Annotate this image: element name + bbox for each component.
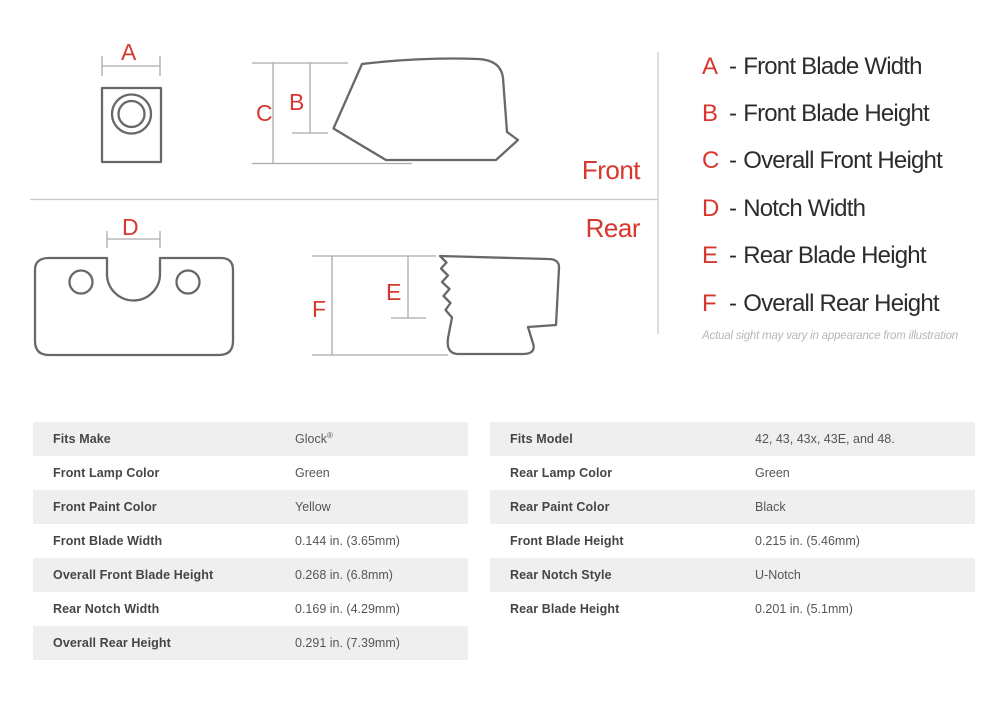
spec-row — [33, 456, 468, 490]
spec-value: 42, 43, 43x, 43E, and 48. — [755, 432, 895, 446]
spec-row — [490, 490, 975, 524]
spec-row — [33, 558, 468, 592]
legend-dash: - — [729, 147, 737, 175]
dim-letter-f: F — [312, 296, 326, 322]
legend-dash: - — [729, 100, 737, 128]
legend-row — [702, 233, 972, 280]
spec-table-left — [33, 422, 468, 660]
spec-row — [33, 626, 468, 660]
spec-row — [33, 490, 468, 524]
legend-letter: C — [702, 147, 719, 175]
front-sight-front-view — [102, 56, 161, 162]
spec-row — [490, 456, 975, 490]
dimension-legend — [702, 43, 972, 327]
spec-label: Fits Make — [53, 432, 111, 446]
spec-row — [490, 422, 975, 456]
legend-row — [702, 280, 972, 327]
legend-dash: - — [729, 289, 737, 317]
legend-row — [702, 43, 972, 90]
spec-label: Overall Front Blade Height — [53, 568, 214, 582]
spec-row — [490, 558, 975, 592]
spec-value: 0.291 in. (7.39mm) — [295, 636, 400, 650]
legend-label: Front Blade Height — [743, 100, 929, 128]
legend-dash: - — [729, 194, 737, 222]
front-section-label: Front — [581, 155, 640, 185]
legend-letter: A — [702, 52, 718, 80]
spec-label: Overall Rear Height — [53, 636, 171, 650]
spec-value: 0.268 in. (6.8mm) — [295, 568, 393, 582]
spec-row — [33, 592, 468, 626]
spec-row — [490, 592, 975, 626]
dim-letter-d: D — [122, 214, 139, 240]
dim-letter-b: B — [289, 89, 304, 115]
spec-label: Front Paint Color — [53, 500, 157, 514]
spec-value: U-Notch — [755, 568, 801, 582]
legend-dash: - — [729, 242, 737, 270]
spec-label: Fits Model — [510, 432, 573, 446]
legend-row — [702, 138, 972, 185]
spec-value: 0.215 in. (5.46mm) — [755, 534, 860, 548]
spec-label: Rear Lamp Color — [510, 466, 613, 480]
spec-label: Rear Notch Width — [53, 602, 160, 616]
spec-table-right — [490, 422, 975, 626]
dim-letter-c: C — [256, 100, 273, 126]
legend-dash: - — [729, 52, 737, 80]
legend-label: Front Blade Width — [743, 52, 922, 80]
legend-row — [702, 90, 972, 137]
spec-row — [490, 524, 975, 558]
spec-row — [33, 524, 468, 558]
spec-label: Rear Paint Color — [510, 500, 610, 514]
legend-row — [702, 185, 972, 232]
rear-sight-rear-view — [35, 231, 233, 355]
rear-section-label: Rear — [585, 213, 640, 243]
registered-mark: ® — [326, 431, 333, 441]
legend-letter: B — [702, 100, 718, 128]
rear-sight-profile-view — [312, 256, 559, 355]
spec-value: 0.144 in. (3.65mm) — [295, 534, 400, 548]
spec-value: 0.201 in. (5.1mm) — [755, 602, 853, 616]
spec-row — [33, 422, 468, 456]
spec-label: Rear Notch Style — [510, 568, 612, 582]
disclaimer-text: Actual sight may vary in appearance from illustration — [702, 330, 958, 342]
legend-label: Overall Rear Height — [743, 289, 939, 317]
legend-label: Rear Blade Height — [743, 242, 926, 270]
legend-label: Notch Width — [743, 194, 866, 222]
dim-letter-e: E — [386, 279, 401, 305]
legend-label: Overall Front Height — [743, 147, 942, 175]
dim-letter-a: A — [121, 39, 136, 65]
spec-label: Front Lamp Color — [53, 466, 160, 480]
dimension-ef-lines — [312, 256, 448, 355]
legend-letter: E — [702, 242, 718, 270]
spec-label: Front Blade Width — [53, 534, 163, 548]
spec-value: Glock® — [295, 431, 333, 447]
legend-letter: F — [702, 289, 716, 317]
spec-value: 0.169 in. (4.29mm) — [295, 602, 400, 616]
spec-label: Front Blade Height — [510, 534, 624, 548]
legend-letter: D — [702, 194, 719, 222]
spec-value: Black — [755, 500, 786, 514]
spec-value: Green — [295, 466, 330, 480]
spec-label: Rear Blade Height — [510, 602, 620, 616]
spec-value: Yellow — [295, 500, 331, 514]
spec-value: Green — [755, 466, 790, 480]
